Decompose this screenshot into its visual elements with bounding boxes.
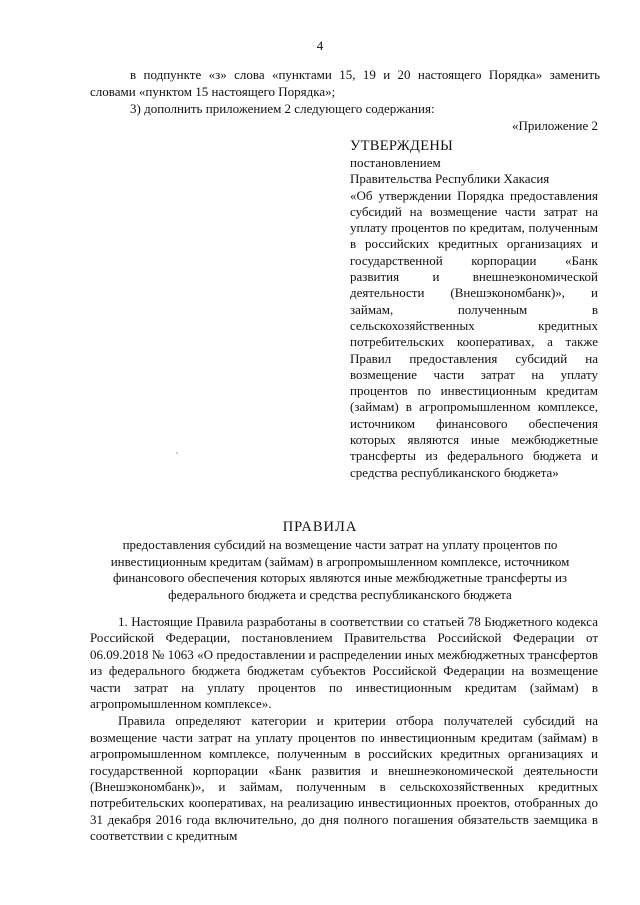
approval-text: «Об утверждении Порядка предоставления субсидий на возмещение части затрат на уплату процентов по кредитам, полученным в российских кредитных организациях и государственной корпорации «Банк развития и внешнеэкономической деятельности (Внешэкономбанк)», и займам, полученным в сельскохозяйственных кредитных потребительских кооперативах, а также Правил предоставления субсидий на возмещение части затрат на уплату процентов по инвестиционным кредитам (займам) в агропромышленном комплексе, источником финансового обеспечения которых являются иные межбюджетные трансферты из федерального бюджета и средства республиканского бюджета»	[350, 187, 598, 480]
approval-line-2: Правительства Республики Хакасия	[350, 171, 550, 187]
page-number: 4	[316, 38, 324, 53]
appendix-label: «Приложение 2	[511, 118, 598, 133]
approval-block	[350, 137, 598, 481]
body-paragraph-2: Правила определяют категории и критерии отбора получателей субсидий на возмещение части затрат на уплату процентов по инвестиционным кредитам (займам) в агропромышленном комплексе, полученным в российских кредитных организациях и государственной корпорации «Банк развития и внешнеэкономической деятельности (Внешэкономбанк)», и займам, полученным в сельскохозяйственных кредитных потребительских кооперативах, на реализацию инвестиционных проектов, отобранных до 31 декабря 2016 года включительно, до дня полного погашения обязательств заемщика в соответствии с кредитным	[90, 713, 598, 844]
scan-speck	[176, 452, 178, 454]
approval-line-1: постановлением	[350, 155, 441, 170]
rules-subtitle: предоставления субсидий на возмещение части затрат на уплату процентов по инвестиционным кредитам (займам) в агропромышленном комплексе, источником финансового обеспечения которых являются иные межбюджетные трансферты из федерального бюджета и средства республиканского бюджета	[110, 537, 570, 602]
intro-paragraph-2: 3) дополнить приложением 2 следующего содержания:	[130, 101, 435, 116]
approval-heading: УТВЕРЖДЕНЫ	[350, 138, 454, 154]
body-paragraph-1: 1. Настоящие Правила разработаны в соответствии со статьей 78 Бюджетного кодекса Российской Федерации, постановлением Правительства Российской Федерации от 06.09.2018 № 1063 «О предоставлении и распределении иных межбюджетных трансфертов из федерального бюджета бюджетам субъектов Российской Федерации на возмещение части затрат на уплату процентов по инвестиционным кредитам (займам) в агропромышленном комплексе».	[90, 614, 598, 712]
intro-block	[90, 66, 600, 117]
rules-title: ПРАВИЛА	[282, 519, 358, 535]
intro-paragraph-1: в подпункте «з» слова «пунктами 15, 19 и 20 настоящего Порядка» заменить словами «пунктом 15 настоящего Порядка»;	[90, 67, 600, 99]
body-block	[90, 614, 598, 846]
